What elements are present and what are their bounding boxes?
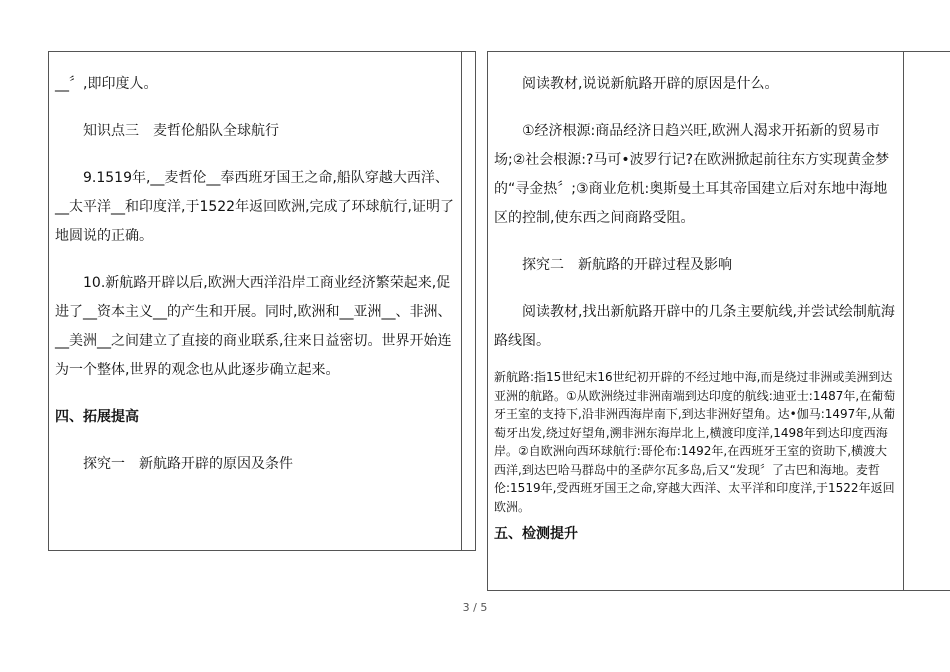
right-table-divider xyxy=(903,51,904,591)
left-table-divider xyxy=(461,51,462,551)
line-continuation: __〞,即印度人。 xyxy=(55,76,158,92)
question-1: 阅读教材,说说新航路开辟的原因是什么。 xyxy=(522,76,779,92)
section-4-heading: 四、拓展提高 xyxy=(55,409,139,425)
question-2: 阅读教材,找出新航路开辟中的几条主要航线,并尝试绘制航海路线图。 xyxy=(494,304,895,349)
answer-2: 新航路:指15世纪末16世纪初开辟的不经过地中海,而是绕过非洲或美洲到达亚洲的航路。①从欧洲绕过非洲南端到达印度的航线:迪亚士:1487年,在葡萄牙王室的支持下,沿非洲西海岸南下,到达非洲好望角。达•伽马:1497年,从葡萄牙出发,绕过好望角,溯非洲东海岸北上,横渡印度洋,1498年到达印度西海岸。②自欧洲向西环球航行:哥伦布:1492年,在西班牙王室的资助下,横渡大西洋,到达巴哈马群岛中的圣萨尔瓦多岛,后又“发现〞了古巴和海地。麦哲伦:1519年,受西班牙国王之命,穿越大西洋、太平洋和印度洋,于1522年返回欧洲。 xyxy=(494,370,896,514)
page-number: 3 / 5 xyxy=(462,601,488,614)
section-5-heading: 五、检测提升 xyxy=(494,526,578,542)
left-column xyxy=(55,70,455,479)
explore-2-heading: 探究二 新航路的开辟过程及影响 xyxy=(522,257,732,273)
answer-1: ①经济根源:商品经济日趋兴旺,欧洲人渴求开拓新的贸易市场;②社会根源:?马可•波罗行记?在欧洲掀起前往东方实现黄金梦的“寻金热〞;③商业危机:奥斯曼土耳其帝国建立后对东地中海地区的控制,使东西之间商路受阻。 xyxy=(494,123,890,226)
right-column xyxy=(494,70,896,549)
paragraph-9: 9.1519年,__麦哲伦__奉西班牙国王之命,船队穿越大西洋、__太平洋__和印度洋,于1522年返回欧洲,完成了环球航行,证明了地圆说的正确。 xyxy=(55,170,454,244)
explore-1-heading: 探究一 新航路开辟的原因及条件 xyxy=(83,456,293,472)
knowledge-point-3: 知识点三 麦哲伦船队全球航行 xyxy=(83,123,279,139)
paragraph-10: 10.新航路开辟以后,欧洲大西洋沿岸工商业经济繁荣起来,促进了__资本主义__的产生和开展。同时,欧洲和__亚洲__、非洲、__美洲__之间建立了直接的商业联系,往来日益密切。世界开始连为一个整体,世界的观念也从此逐步确立起来。 xyxy=(55,275,452,378)
